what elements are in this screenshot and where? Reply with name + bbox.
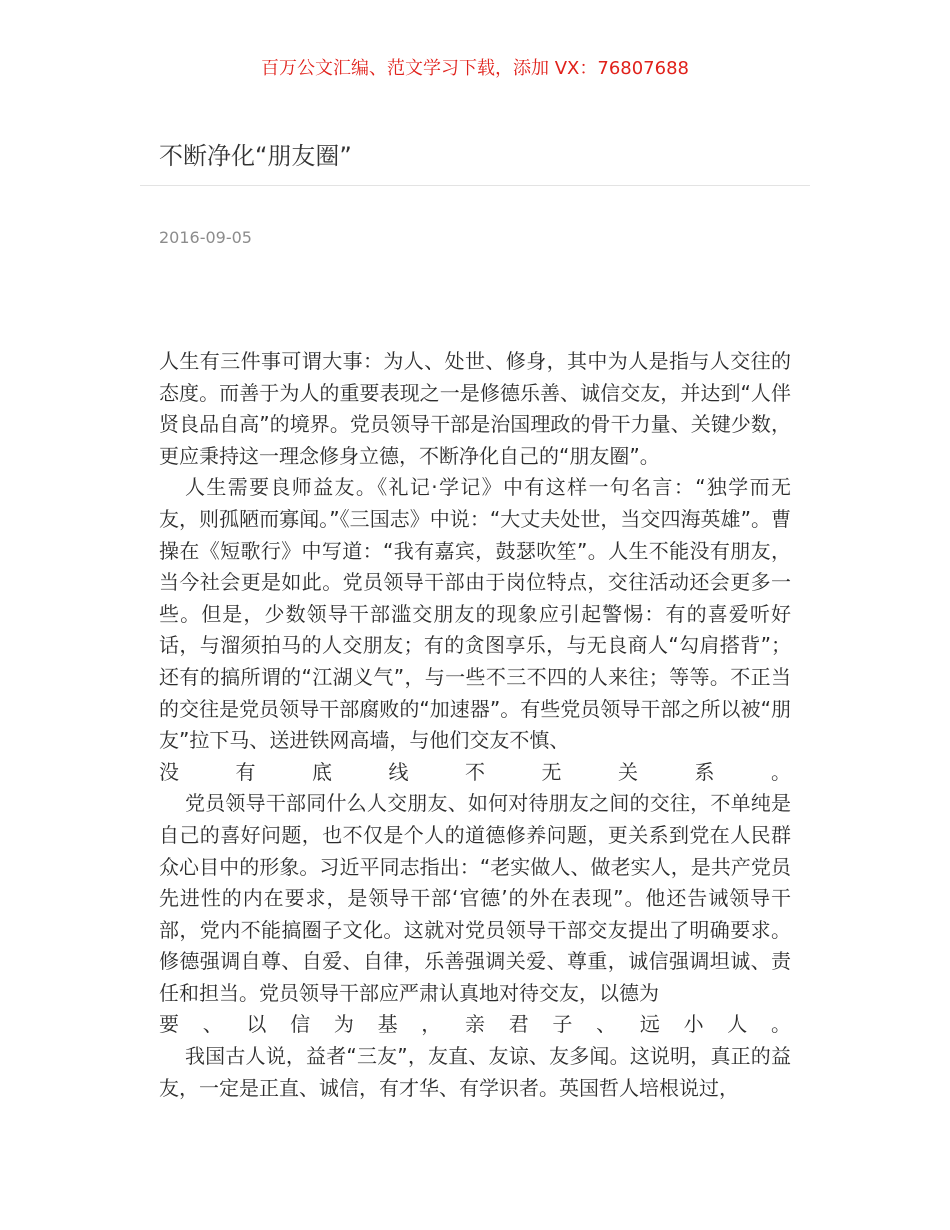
- article-paragraph-tail: 没有底线不无关系。: [159, 759, 791, 784]
- article-title: 不断净化“朋友圈”: [159, 142, 352, 170]
- article-paragraph: 人生需要良师益友。《礼记·学记》中有这样一句名言：“独学而无友，则孤陋而寡闻。”《三国志》中说：“大丈夫处世，当交四海英雄”。曹操在《短歌行》中写道：“我有嘉宾，鼓瑟吹笙”。人生不能没有朋友，当今社会更是如此。党员领导干部由于岗位特点，交往活动还会更多一些。但是，少数领导干部滥交朋友的现象应引起警惕：有的喜爱听好话，与溜须拍马的人交朋友；有的贪图享乐，与无良商人“勾肩搭背”；还有的搞所谓的“江湖义气”，与一些不三不四的人来往；等等。不正当的交往是党员领导干部腐败的“加速器”。有些党员领导干部之所以被“朋友”拉下马、送进铁网高墙，与他们交友不慎、: [159, 475, 791, 753]
- publish-date: 2016-09-05: [159, 228, 252, 247]
- title-divider: [140, 185, 810, 186]
- article-paragraph-tail: 要、以信为基，亲君子、远小人。: [159, 1012, 791, 1037]
- article-paragraph: 党员领导干部同什么人交朋友、如何对待朋友之间的交往，不单纯是自己的喜好问题，也不仅是个人的道德修养问题，更关系到党在人民群众心目中的形象。习近平同志指出：“老实做人、做老实人，是共产党员先进性的内在要求，是领导干部‘官德’的外在表现”。他还告诫领导干部，党内不能搞圈子文化。这就对党员领导干部交友提出了明确要求。修德强调自尊、自爱、自律，乐善强调关爱、尊重，诚信强调坦诚、责任和担当。党员领导干部应严肃认真地对待交友，以德为: [159, 791, 791, 1005]
- article-paragraph: 人生有三件事可谓大事：为人、处世、修身，其中为人是指与人交往的态度。而善于为人的重要表现之一是修德乐善、诚信交友，并达到“人伴贤良品自高”的境界。党员领导干部是治国理政的骨干力量、关键少数，更应秉持这一理念修身立德，不断净化自己的“朋友圈”。: [159, 349, 791, 468]
- promo-banner: 百万公文汇编、范文学习下载，添加 VX：76807688: [261, 58, 689, 79]
- article-paragraph: 我国古人说，益者“三友”，友直、友谅、友多闻。这说明，真正的益友，一定是正直、诚信，有才华、有学识者。英国哲人培根说过，: [159, 1044, 791, 1100]
- article-body: [159, 346, 791, 1104]
